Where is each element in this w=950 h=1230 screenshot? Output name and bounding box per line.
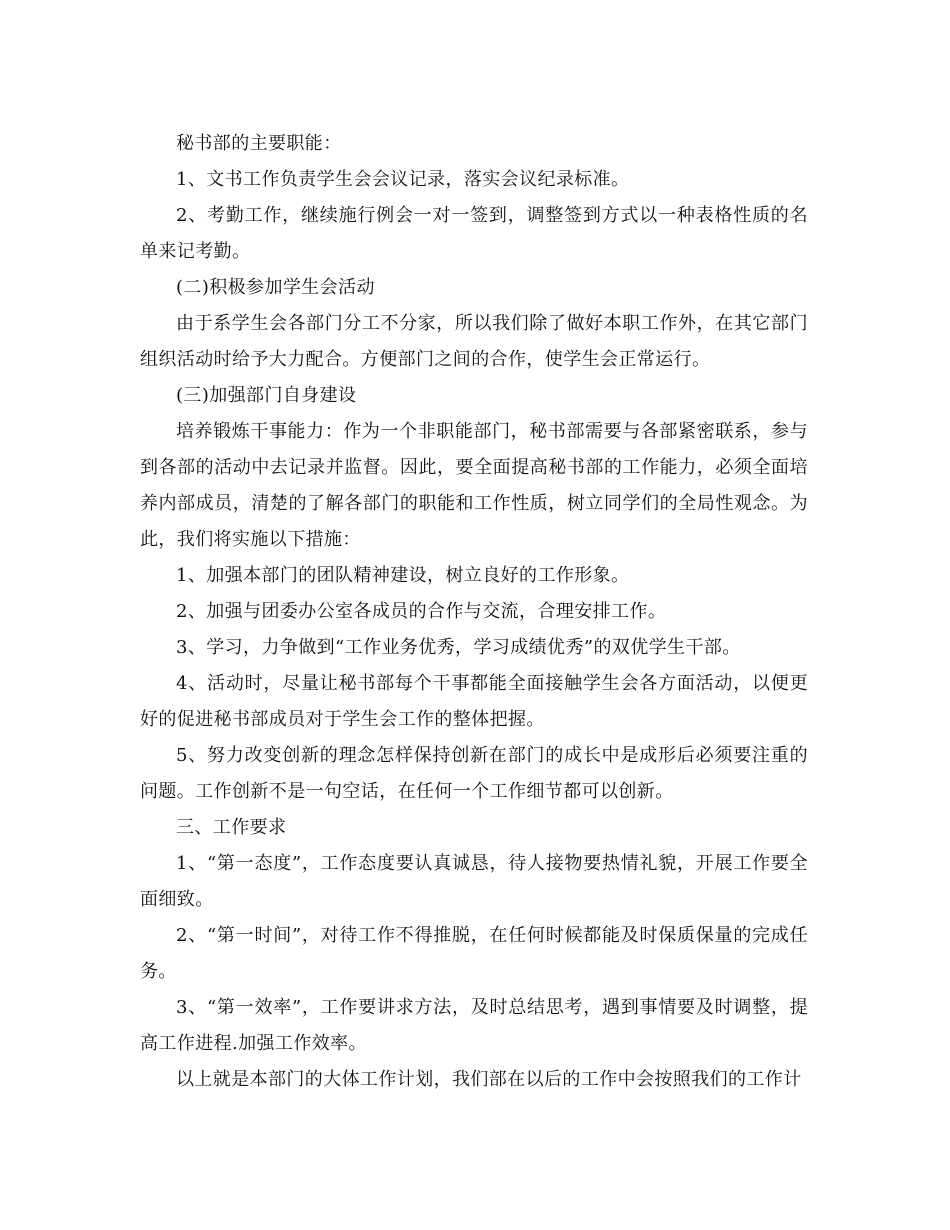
document-body: [140, 126, 808, 1098]
paragraph-cooperation: 由于系学生会各部门分工不分家，所以我们除了做好本职工作外，在其它部门组织活动时给予大力配合。方便部门之间的合作，使学生会正常运行。: [140, 313, 808, 370]
paragraph-measure-4: 4、活动时，尽量让秘书部每个干事都能全面接触学生会各方面活动，以便更好的促进秘书部成员对于学生会工作的整体把握。: [140, 673, 808, 730]
paragraph-section-two-heading: (二)积极参加学生会活动: [176, 277, 375, 298]
paragraph-work-requirements-heading: 三、工作要求: [176, 817, 287, 838]
paragraph-section-three-heading: (三)加强部门自身建设: [176, 385, 357, 406]
paragraph-secretariat-functions-heading: 秘书部的主要职能：: [176, 133, 342, 154]
paragraph-conclusion: 以上就是本部门的大体工作计划，我们部在以后的工作中会按照我们的工作计: [176, 1069, 802, 1090]
paragraph-requirement-time: 2、“第一时间”，对待工作不得推脱，在任何时候都能及时保质保量的完成任务。: [140, 925, 808, 982]
paragraph-measure-3: 3、学习，力争做到“工作业务优秀，学习成绩优秀”的双优学生干部。: [176, 637, 741, 658]
paragraph-requirement-attitude: 1、“第一态度”，工作态度要认真诚恳，待人接物要热情礼貌，开展工作要全面细致。: [140, 853, 808, 910]
paragraph-measure-1: 1、加强本部门的团队精神建设，树立良好的工作形象。: [176, 565, 630, 586]
paragraph-measure-5: 5、努力改变创新的理念怎样保持创新在部门的成长中是成形后必须要注重的问题。工作创新不是一句空话，在任何一个工作细节都可以创新。: [140, 745, 808, 802]
paragraph-measure-2: 2、加强与团委办公室各成员的合作与交流，合理安排工作。: [176, 601, 667, 622]
paragraph-capability-training: 培养锻炼干事能力：作为一个非职能部门，秘书部需要与各部紧密联系，参与到各部的活动中去记录并监督。因此，要全面提高秘书部的工作能力，必须全面培养内部成员，清楚的了解各部门的职能和工作性质，树立同学们的全局性观念。为此，我们将实施以下措施：: [140, 421, 808, 550]
paragraph-requirement-efficiency: 3、“第一效率”，工作要讲求方法，及时总结思考，遇到事情要及时调整，提高工作进程.加强工作效率。: [140, 997, 808, 1054]
paragraph-clerical-work: 1、文书工作负责学生会会议记录，落实会议纪录标准。: [176, 169, 630, 190]
paragraph-attendance-work: 2、考勤工作，继续施行例会一对一签到，调整签到方式以一种表格性质的名单来记考勤。: [140, 205, 808, 262]
